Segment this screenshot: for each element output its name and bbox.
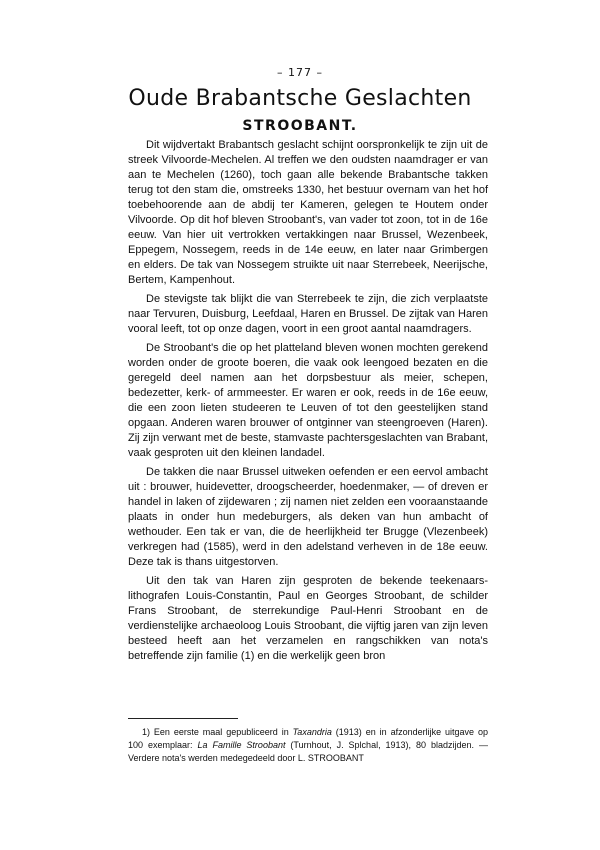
footnote-text-2: (1913) en in afzonderlijke uitgave op 100 exemplaar: — [128, 727, 488, 750]
footnote-divider — [128, 718, 238, 719]
paragraph-brussel: De takken die naar Brussel uitweken oefenden er een eervol ambacht uit : brouwer, huidevetter, droogscheerder, hoedenmaker, — of dreven er handel in laken of zijdewaren ; zij namen niet zelden een vooraanstaande plaats in onder hun medeburgers, als deken van hun ambacht of wethouder. Een tak er van, die de heerlijkheid ter Brugge (Vlezenbeek) verkregen had (1585), werd in den adelstand verheven in de 18e eeuw. Deze tak is thans uitgestorven. — [128, 466, 488, 568]
page-number: – 177 – — [277, 66, 323, 79]
footnote-book-title: La Famille Stroobant — [197, 740, 286, 750]
paragraph-sterrebeek: De stevigste tak blijkt die van Sterrebeek te zijn, die zich verplaatste naar Tervuren, Duisburg, Leefdaal, Haren en Brussel. De zijtak van Haren vooral leeft, tot op onze dagen, voort in een groot aantal naamdragers. — [128, 293, 488, 335]
footnote-text-3: (Turnhout, J. Splchal, 1913), 80 bladzijden. — Verdere nota's werden medegedeeld door L. STROOBANT — [128, 740, 488, 763]
footnote-journal: Taxandria — [292, 727, 332, 737]
page-title: Oude Brabantsche Geslachten — [128, 86, 472, 111]
footnote-text-1: 1) Een eerste maal gepubliceerd in — [142, 727, 293, 737]
paragraph-origin: Dit wijdvertakt Brabantsch geslacht schijnt oorspronkelijk te zijn uit de streek Vilvoorde-Mechelen. Al treffen we den oudsten naamdrager er van aan te Mechelen (1260), toch gaan alle bekende Brabantsche takken terug tot den stam die, omstreeks 1330, het bestuur overnam van het hof toebehoorende aan de abdij ter Kameren, gelegen te Houtem onder Vilvoorde. Op dit hof bleven Stroobant's, van vader tot zoon, tot in de 16e eeuw. Van hier uit vertrokken vertakkingen naar Brussel, Wezenbeek, Eppegem, Nossegem, reeds in de 14e eeuw, en later naar Grimbergen en elders. De tak van Nossegem struikte uit naar Sterrebeek, Neerijsche, Bertem, Kampenhout. — [128, 139, 488, 286]
paragraph-haren: Uit den tak van Haren zijn gesproten de bekende teekenaars-lithografen Louis-Constantin, Paul en Georges Stroobant, de schilder Frans Stroobant, de sterrekundige Paul-Henri Stroobant en de verdienstelijke archaeoloog Louis Stroobant, die vijftig jaren van zijn leven besteed heeft aan het verzamelen en rangschikken van nota's betreffende zijn familie (1) en die werkelijk geen bron — [128, 575, 488, 662]
section-subtitle: STROOBANT. — [242, 118, 358, 134]
body-text — [128, 138, 488, 668]
paragraph-platteland: De Stroobant's die op het platteland bleven wonen mochten gerekend worden onder de groote boeren, die vaak ook leengoed bezaten en die geregeld deel namen aan het dorpsbestuur als meier, schepen, bedezetter, kerk- of armmeester. Er waren er ook, reeds in de 16e eeuw, die een zoon lieten studeeren te Leuven of tot den geestelijken stand opgaan. Anderen waren brouwer of ontginner van steengroeven (Haren). Zij zijn verwant met de beste, stamvaste pachtersgeslachten van Brabant, vaak gesproten uit den kleinen landadel. — [128, 342, 488, 459]
footnote — [128, 726, 488, 765]
